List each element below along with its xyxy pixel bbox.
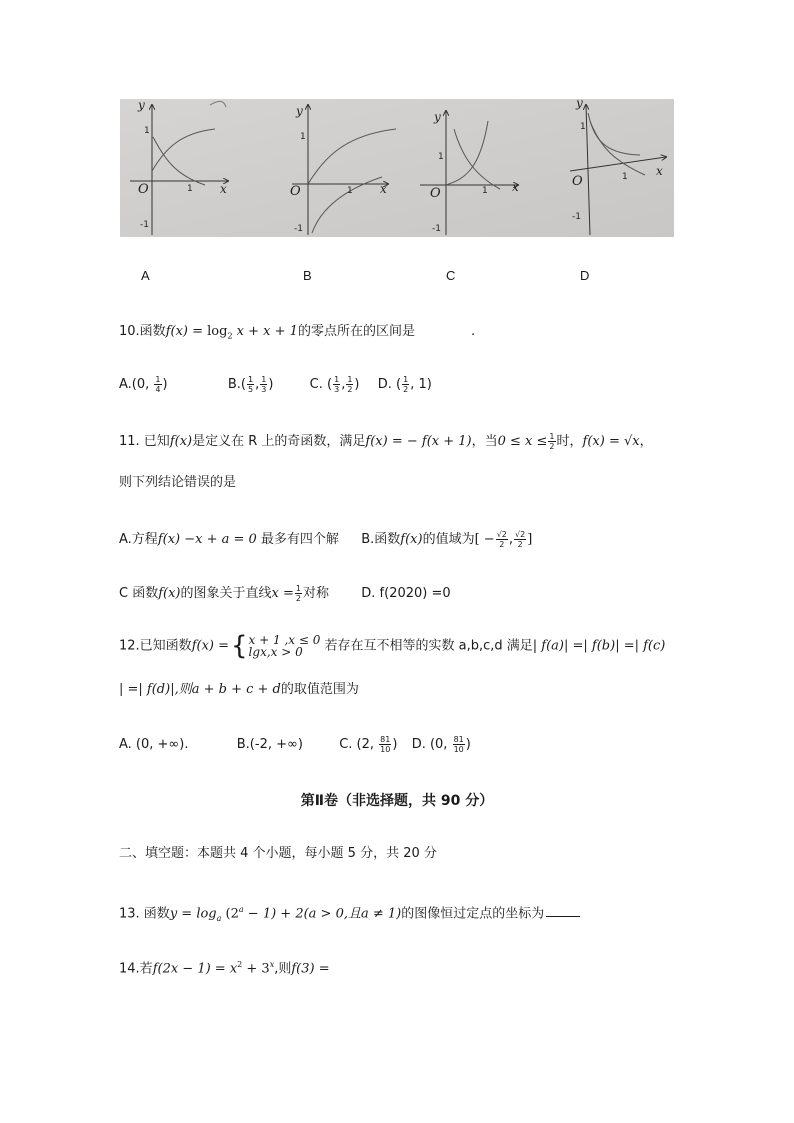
- question-12-options: [119, 735, 471, 754]
- question-11-options-ab: [119, 530, 532, 549]
- question-11-line2: 则下列结论错误的是: [119, 475, 237, 490]
- question-12-line2: | =| f(d)|,则a + b + c + d的取值范围为: [119, 682, 359, 697]
- axis-label-y: y: [434, 110, 441, 124]
- tick-label-y1: 1: [580, 122, 586, 132]
- q11-option-a[interactable]: A.方程f(x) −x + a = 0 最多有四个解: [119, 532, 339, 547]
- tick-label-ym1: -1: [432, 224, 441, 234]
- graph-options-photo: [120, 99, 674, 237]
- axis-label-x: x: [656, 164, 663, 178]
- q10-rhs: x + x + 1: [232, 324, 298, 339]
- q10-option-a[interactable]: A.(0, $\frac{1}{4}$ ): [119, 375, 168, 394]
- question-12-stem: 12.已知函数f(x) ={ x + 1 ,x ≤ 0 lgx,x > 0 若存在互不相等的实数 a,b,c,d 满足| f(a)| =| f(b)| =| f(c): [119, 631, 666, 661]
- q10-prefix: 10.函数: [119, 324, 166, 339]
- tick-label-x1: 1: [187, 184, 193, 194]
- q10-eq: = log: [187, 324, 228, 339]
- axis-label-x: x: [220, 182, 227, 196]
- tick-label-ym1: -1: [294, 224, 303, 234]
- section-title: 第Ⅱ卷（非选择题，共 90 分）: [300, 793, 494, 809]
- part-2-heading: 二、填空题：本题共 4 个小题，每小题 5 分，共 20 分: [119, 846, 437, 861]
- q12-option-d[interactable]: D. (0, $\frac{81}{10}$ ): [411, 735, 471, 754]
- graph-option-d-label: D: [580, 268, 590, 283]
- q11-option-d[interactable]: D. f(2020) =0: [361, 586, 451, 601]
- q12-option-a[interactable]: A. (0, +∞).: [119, 737, 189, 752]
- q10-period: .: [470, 324, 476, 339]
- tick-label-y1: 1: [144, 126, 150, 136]
- q12-case-1: x + 1 ,x ≤ 0: [248, 633, 321, 647]
- q12-option-c[interactable]: C. (2, $\frac{81}{10}$ ): [339, 735, 398, 754]
- tick-label-ym1: -1: [572, 212, 581, 222]
- tick-label-x1: 1: [347, 186, 353, 196]
- question-10-stem: [119, 323, 475, 346]
- origin-label: O: [572, 174, 583, 189]
- question-13: 13. 函数$y = \log_a (2^a - 1) + 2(a > 0$,且a ≠ 1)的图像恒过定点的坐标为: [119, 901, 580, 928]
- question-10-options: [119, 375, 432, 394]
- graph-option-a-label: A: [141, 268, 150, 283]
- graph-options-figure: [120, 99, 674, 237]
- q11-option-c[interactable]: C 函数f(x)的图象关于直线x = $\frac{1}{2}$ 对称: [119, 584, 329, 603]
- axis-label-y: y: [138, 99, 145, 112]
- axis-label-x: x: [380, 182, 387, 196]
- origin-label: O: [138, 182, 149, 197]
- axis-label-y: y: [296, 104, 303, 118]
- tick-label-y1: 1: [438, 152, 444, 162]
- q13-answer-blank[interactable]: [546, 904, 580, 917]
- question-11-stem: 11. 已知f(x)是定义在 R 上的奇函数，满足f(x) = − f(x + 1)，当0 ≤ x ≤ $\frac{1}{2}$ 时，f(x) = √x，: [119, 432, 653, 451]
- graph-option-c-label: C: [446, 268, 456, 283]
- q12-case-2: lgx,x > 0: [248, 645, 303, 659]
- q11-option-b[interactable]: B.函数f(x)的值域为[ − $\frac{√2}{2}$ , $\frac{√2}{2}$ ]: [361, 530, 533, 549]
- tick-label-x1: 1: [482, 186, 488, 196]
- origin-label: O: [430, 186, 441, 201]
- q10-fx: f(x): [165, 324, 188, 339]
- q12-option-b[interactable]: B.(-2, +∞): [236, 737, 303, 752]
- axis-label-y: y: [576, 99, 583, 110]
- q10-option-b[interactable]: B.( $\frac{1}{5}$ , $\frac{1}{3}$ ): [227, 375, 274, 394]
- tick-label-y1: 1: [300, 132, 306, 142]
- q10-log-base: 2: [227, 331, 233, 341]
- tick-label-ym1: -1: [140, 220, 149, 230]
- tick-label-x1: 1: [622, 172, 628, 182]
- q10-option-d[interactable]: D. ( $\frac{1}{2}$ , 1): [377, 375, 432, 394]
- axis-label-x: x: [512, 180, 519, 194]
- question-11-options-cd: [119, 584, 451, 603]
- q10-option-c[interactable]: C. ( $\frac{1}{3}$ , $\frac{1}{2}$ ): [309, 375, 360, 394]
- origin-label: O: [290, 184, 301, 199]
- graph-option-b-label: B: [303, 268, 312, 283]
- question-14: 14.若$f(2x - 1) = x^2 + 3^x$,则f(3) =: [119, 960, 330, 977]
- q10-suffix: 的零点所在的区间是: [297, 324, 415, 339]
